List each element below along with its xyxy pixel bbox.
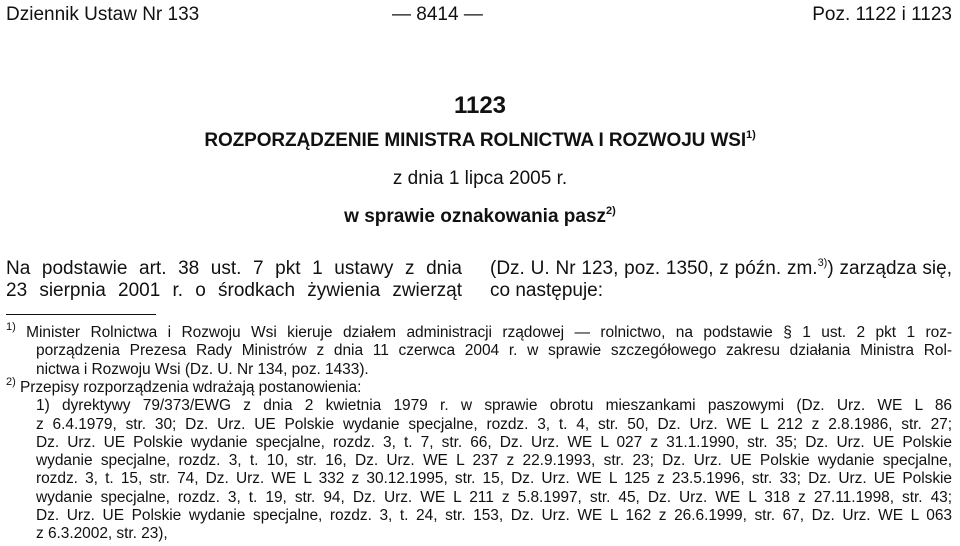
journal-header: Dziennik Ustaw Nr 133 xyxy=(6,4,200,25)
footnote-2-line: Dz. Urz. UE Polskie wydanie specjalne, rozdz. 3, t. 24, str. 153, Dz. Urz. WE L 162 z 26.6.1999, str. 67, Dz. Urz. WE L 063 xyxy=(36,507,952,525)
act-title-text: ROZPORZĄDZENIE MINISTRA ROLNICTWA I ROZWOJU WSI xyxy=(204,130,747,151)
act-title xyxy=(0,130,960,152)
footnote-2-line: Dz. Urz. UE Polskie wydanie specjalne, rozdz. 3, t. 7, str. 66, Dz. Urz. WE L 027 z 31.1.1990, str. 35; Dz. Urz. UE Polskie xyxy=(36,433,952,451)
footnote-separator xyxy=(6,314,156,315)
preamble-left-line: Na podstawie art. 38 ust. 7 pkt 1 ustawy z dnia xyxy=(6,258,462,279)
preamble-left-column xyxy=(6,258,462,302)
footnote-2-line: rozdz. 3, t. 15, str. 74, Dz. Urz. WE L 332 z 30.12.1995, str. 15, Dz. Urz. WE L 125 z 23.5.1996, str. 33; Dz. Urz. UE Polskie xyxy=(36,470,952,488)
footnote-1 xyxy=(6,320,953,379)
preamble-right-column xyxy=(490,258,952,302)
footnote-1-text: Minister Rolnictwa i Rozwoju Wsi kieruje działem administracji rządowej — rolnictwo, na podstawie § 1 ust. 2 pkt 1 roz- xyxy=(26,324,953,341)
positions-header: Poz. 1122 i 1123 xyxy=(812,4,952,25)
preamble-right-line: co następuje: xyxy=(490,280,604,301)
footnote-2-intro-line xyxy=(6,375,952,397)
page-number: — 8414 — xyxy=(392,4,483,25)
act-subject-footnote-ref: 2) xyxy=(606,204,616,217)
preamble-footnote-ref: 3) xyxy=(817,256,828,269)
act-date: z dnia 1 lipca 2005 r. xyxy=(392,168,568,189)
footnote-2-intro: Przepisy rozporządzenia wdrażają postanowienia: xyxy=(19,379,362,396)
footnote-1-line xyxy=(6,320,953,342)
footnote-1-line: nictwa i Rozwoju Wsi (Dz. U. Nr 134, poz. 1433). xyxy=(36,360,369,378)
act-subject xyxy=(0,206,960,228)
preamble-right-text-a: (Dz. U. Nr 123, poz. 1350, z późn. zm. xyxy=(490,258,818,279)
footnote-2-line: z 6.4.1979, str. 30; Dz. Urz. UE Polskie wydanie specjalne, rozdz. 3, t. 4, str. 50, Dz. Urz. WE L 212 z 2.8.1986, str. 27; xyxy=(36,415,952,433)
act-title-footnote-ref: 1) xyxy=(746,128,756,141)
act-subject-text: w sprawie oznakowania pasz xyxy=(344,206,607,227)
footnote-2-mark: 2) xyxy=(6,375,16,388)
act-number: 1123 xyxy=(453,92,507,119)
footnote-2-line: wydanie specjalne, rozdz. 3, t. 19, str. 94, Dz. Urz. WE L 211 z 5.8.1997, str. 45, Dz. Urz. WE L 318 z 27.11.1998, str. 43; xyxy=(36,488,952,506)
preamble-right-line xyxy=(490,258,952,280)
preamble-right-text-b: ) zarządza się, xyxy=(827,258,952,279)
footnote-2-line: wydanie specjalne, rozdz. 3, t. 10, str. 16, Dz. Urz. WE L 237 z 22.9.1993, str. 23; Dz. Urz. UE Polskie wydanie specjalne, xyxy=(36,452,952,470)
preamble-left-line: 23 sierpnia 2001 r. o środkach żywienia zwierząt xyxy=(6,280,462,301)
footnote-1-line: porządzenia Prezesa Rady Ministrów z dnia 11 czerwca 2004 r. w sprawie szczegółowego zakresu działania Ministra Rol- xyxy=(36,342,952,360)
footnote-2-line: 1) dyrektywy 79/373/EWG z dnia 2 kwietnia 1979 r. w sprawie obrotu mieszankami paszowymi (Dz. Urz. WE L 86 xyxy=(36,397,952,415)
footnote-2 xyxy=(6,375,952,544)
footnote-1-mark: 1) xyxy=(6,320,16,333)
footnote-2-line: z 6.3.2002, str. 23), xyxy=(36,525,168,543)
